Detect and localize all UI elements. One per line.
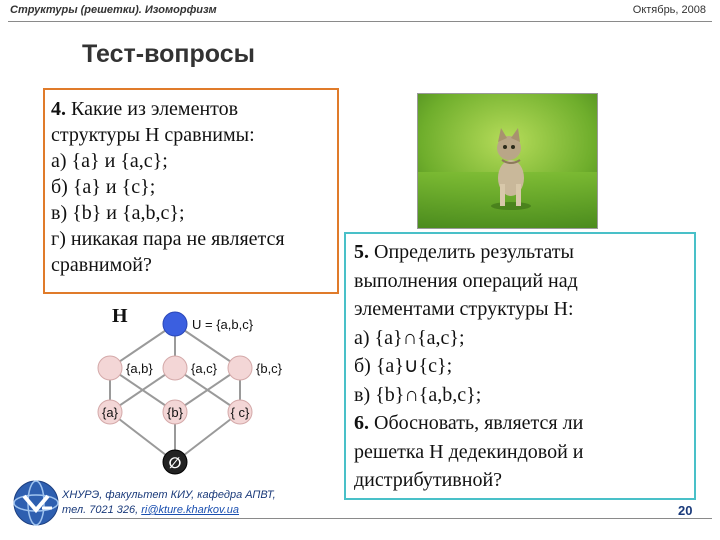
node-ab (98, 356, 122, 380)
node-a-label: {a} (102, 405, 118, 420)
question-4-option-c: в) {b} и {a,b,c}; (51, 202, 185, 224)
footer-divider (70, 518, 712, 519)
question-number: 5. (354, 241, 369, 263)
node-c-label: { c} (230, 405, 250, 420)
footer-contact (62, 504, 239, 516)
question-text: Какие из элементов (66, 98, 239, 120)
question-4-option-b: б) {a} и {c}; (51, 176, 156, 198)
node-top-label: U = {a,b,c} (192, 317, 254, 332)
question-4-option-d-cont: сравнимой? (51, 254, 152, 276)
question-text: Обосновать, является ли (369, 412, 584, 434)
question-5-option-a: а) {a}∩{a,c}; (354, 326, 465, 349)
question-5-option-c: в) {b}∩{a,b,c}; (354, 383, 482, 406)
node-ac (163, 356, 187, 380)
question-5-line (354, 238, 686, 267)
question-4-option-d: г) никакая пара не является (51, 228, 285, 250)
footer-email-link[interactable]: ri@kture.kharkov.ua (141, 504, 240, 516)
node-b-label: {b} (167, 405, 183, 420)
node-bc-label: {b,c} (256, 361, 283, 376)
lattice-name: H (112, 305, 128, 327)
lattice-hasse-diagram (80, 302, 340, 487)
question-5-line: выполнения операций над (354, 269, 578, 292)
question-6-line: дистрибутивной? (354, 469, 503, 491)
question-5-option-b: б) {a}∪{c}; (354, 355, 453, 377)
node-ac-label: {a,c} (191, 361, 218, 376)
question-text: Определить результаты (369, 241, 574, 263)
logo-globe-icon (10, 478, 62, 528)
question-4-box (43, 88, 339, 294)
header-divider (8, 21, 712, 22)
node-bc (228, 356, 252, 380)
question-5-line: элементами структуры H: (354, 298, 574, 320)
question-4-line: структуры H сравнимы: (51, 124, 255, 146)
kitten-photo-icon (418, 94, 597, 228)
question-6-line (354, 409, 686, 438)
lattice-diagram (80, 302, 340, 487)
kitten-on-grass-photo (417, 93, 598, 229)
question-number: 4. (51, 98, 66, 120)
footer-phone: тел. 7021 326, (62, 504, 142, 516)
page-number: 20 (678, 503, 693, 518)
question-4-line (51, 96, 331, 122)
node-top (163, 312, 187, 336)
question-6-line: решетка H дедекиндовой и (354, 440, 584, 463)
slide-title: Тест-вопросы (82, 40, 255, 68)
lattice-edges (110, 324, 240, 462)
question-number: 6. (354, 412, 369, 434)
node-ab-label: {a,b} (126, 361, 153, 376)
slide-header (0, 0, 720, 22)
node-empty-label: ∅ (168, 454, 182, 472)
header-date: Октябрь, 2008 (632, 4, 706, 16)
question-4-option-a: а) {a} и {a,c}; (51, 150, 168, 172)
question-5-6-box (344, 232, 696, 500)
footer-department: ХНУРЭ, факультет КИУ, кафедра АПВТ, (62, 489, 276, 501)
header-course-title: Структуры (решетки). Изоморфизм (10, 4, 217, 16)
university-logo-icon (10, 478, 62, 528)
